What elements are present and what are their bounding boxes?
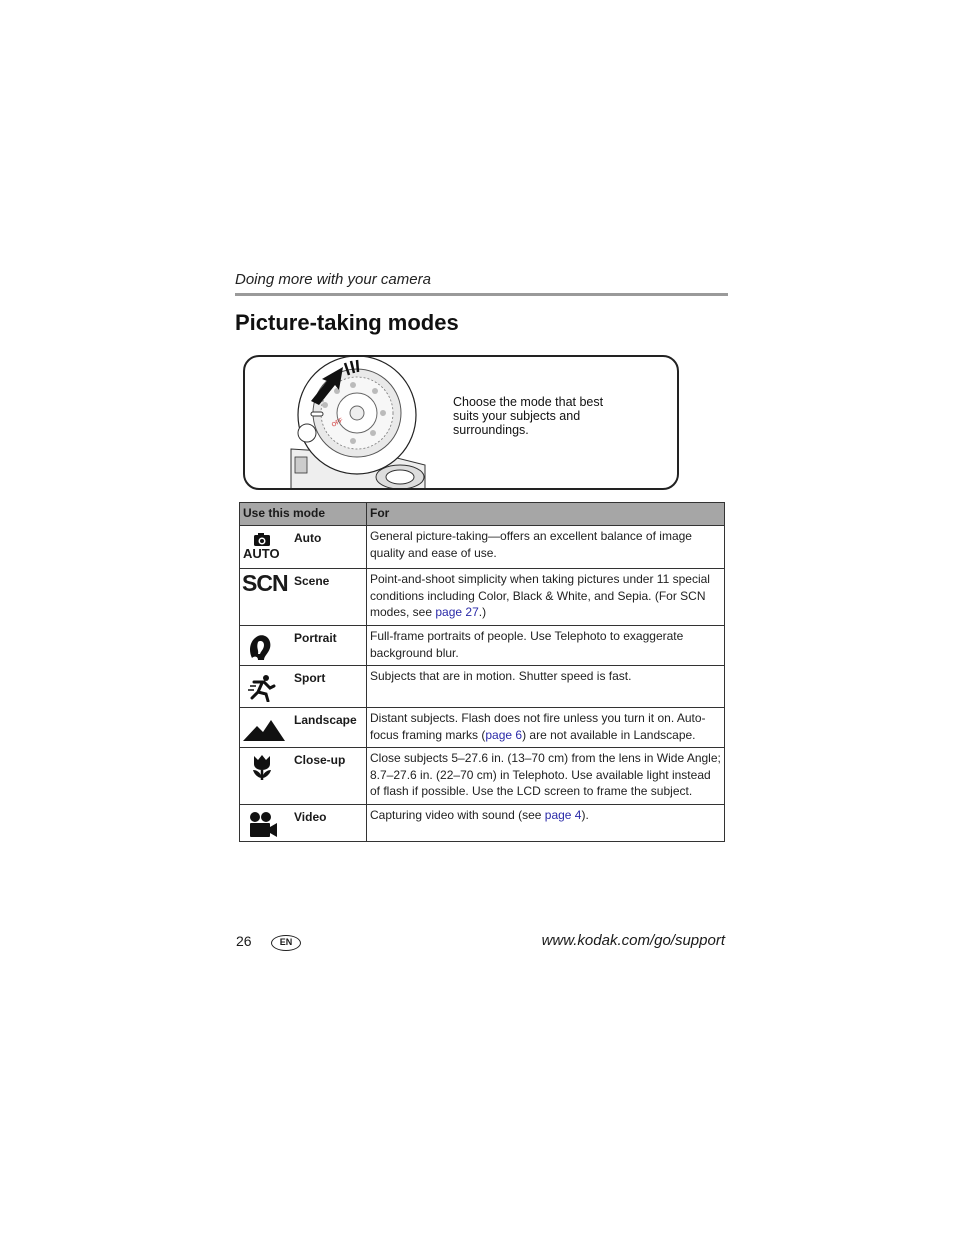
description-text: Full-frame portraits of people. Use Telephoto to exaggerate background blur. xyxy=(370,629,684,660)
page-link[interactable]: page 6 xyxy=(485,727,523,742)
mode-name: Auto xyxy=(294,531,322,545)
section-header: Doing more with your camera xyxy=(235,271,431,288)
page-link[interactable]: page 4 xyxy=(544,808,582,822)
mode-cell xyxy=(240,708,367,748)
table-row xyxy=(240,666,725,708)
landscape-mode-icon xyxy=(243,714,285,747)
table-row xyxy=(240,805,725,842)
description-text: ) are not available in Landscape. xyxy=(522,727,696,742)
portrait-mode-icon xyxy=(246,632,274,667)
table-row xyxy=(240,748,725,805)
description-text: Point-and-shoot simplicity when taking pictures under 11 special conditions including Color, Black & White, and Sepia. (For SCN modes, see xyxy=(370,572,710,619)
table-row xyxy=(240,626,725,666)
scene-mode-icon: SCN xyxy=(242,570,288,596)
callout-text: Choose the mode that best suits your subjects and surroundings. xyxy=(453,395,604,437)
table-row xyxy=(240,569,725,626)
mode-name: Close-up xyxy=(294,753,346,767)
description-text: Capturing video with sound (see xyxy=(370,808,545,822)
mode-name: Landscape xyxy=(294,713,357,727)
svg-text:OFF: OFF xyxy=(331,417,345,429)
table-row xyxy=(240,526,725,569)
table-row xyxy=(240,708,725,748)
mode-cell xyxy=(240,666,367,708)
description-text: Subjects that are in motion. Shutter speed is fast. xyxy=(370,669,632,683)
page-number: 26 xyxy=(236,933,252,949)
column-header-mode: Use this mode xyxy=(240,503,367,526)
description-text: Close subjects 5–27.6 in. (13–70 cm) from the lens in Wide Angle; 8.7–27.6 in. (22–70 cm) in Telephoto. Use available light instead of flash if possible. Use the LCD screen to frame the subject. xyxy=(370,751,721,798)
sport-mode-icon xyxy=(248,674,278,707)
mode-cell xyxy=(240,569,367,626)
mode-description xyxy=(367,708,725,748)
table-header-row xyxy=(240,503,725,526)
modes-table xyxy=(239,502,725,842)
mode-name: Portrait xyxy=(294,631,337,645)
mode-description xyxy=(367,805,725,842)
mode-description xyxy=(367,626,725,666)
column-header-for: For xyxy=(367,503,725,526)
auto-icon-label: AUTO xyxy=(243,546,280,561)
mode-dial-callout xyxy=(243,355,679,490)
description-text: Distant subjects. Flash does not fire unless you turn it on. Auto-focus framing marks ( xyxy=(370,711,706,742)
language-badge: EN xyxy=(271,935,301,951)
description-text: ). xyxy=(581,808,589,822)
video-mode-icon xyxy=(248,811,278,844)
mode-cell xyxy=(240,805,367,842)
page-title: Picture-taking modes xyxy=(235,310,459,335)
mode-name: Sport xyxy=(294,671,326,685)
mode-name: Video xyxy=(294,810,327,824)
mode-dial-illustration xyxy=(265,357,455,490)
mode-cell xyxy=(240,526,367,569)
mode-description xyxy=(367,748,725,805)
description-text: .) xyxy=(478,605,487,619)
mode-cell xyxy=(240,748,367,805)
close-up-mode-icon xyxy=(250,754,274,787)
header-divider xyxy=(235,293,728,296)
support-url[interactable]: www.kodak.com/go/support xyxy=(541,932,725,949)
mode-description xyxy=(367,526,725,569)
mode-name: Scene xyxy=(294,574,330,588)
page-link[interactable]: page 27 xyxy=(435,605,479,619)
mode-description xyxy=(367,569,725,626)
mode-description xyxy=(367,666,725,708)
mode-cell xyxy=(240,626,367,666)
description-text: General picture-taking—offers an excellent balance of image quality and ease of use. xyxy=(370,529,692,560)
